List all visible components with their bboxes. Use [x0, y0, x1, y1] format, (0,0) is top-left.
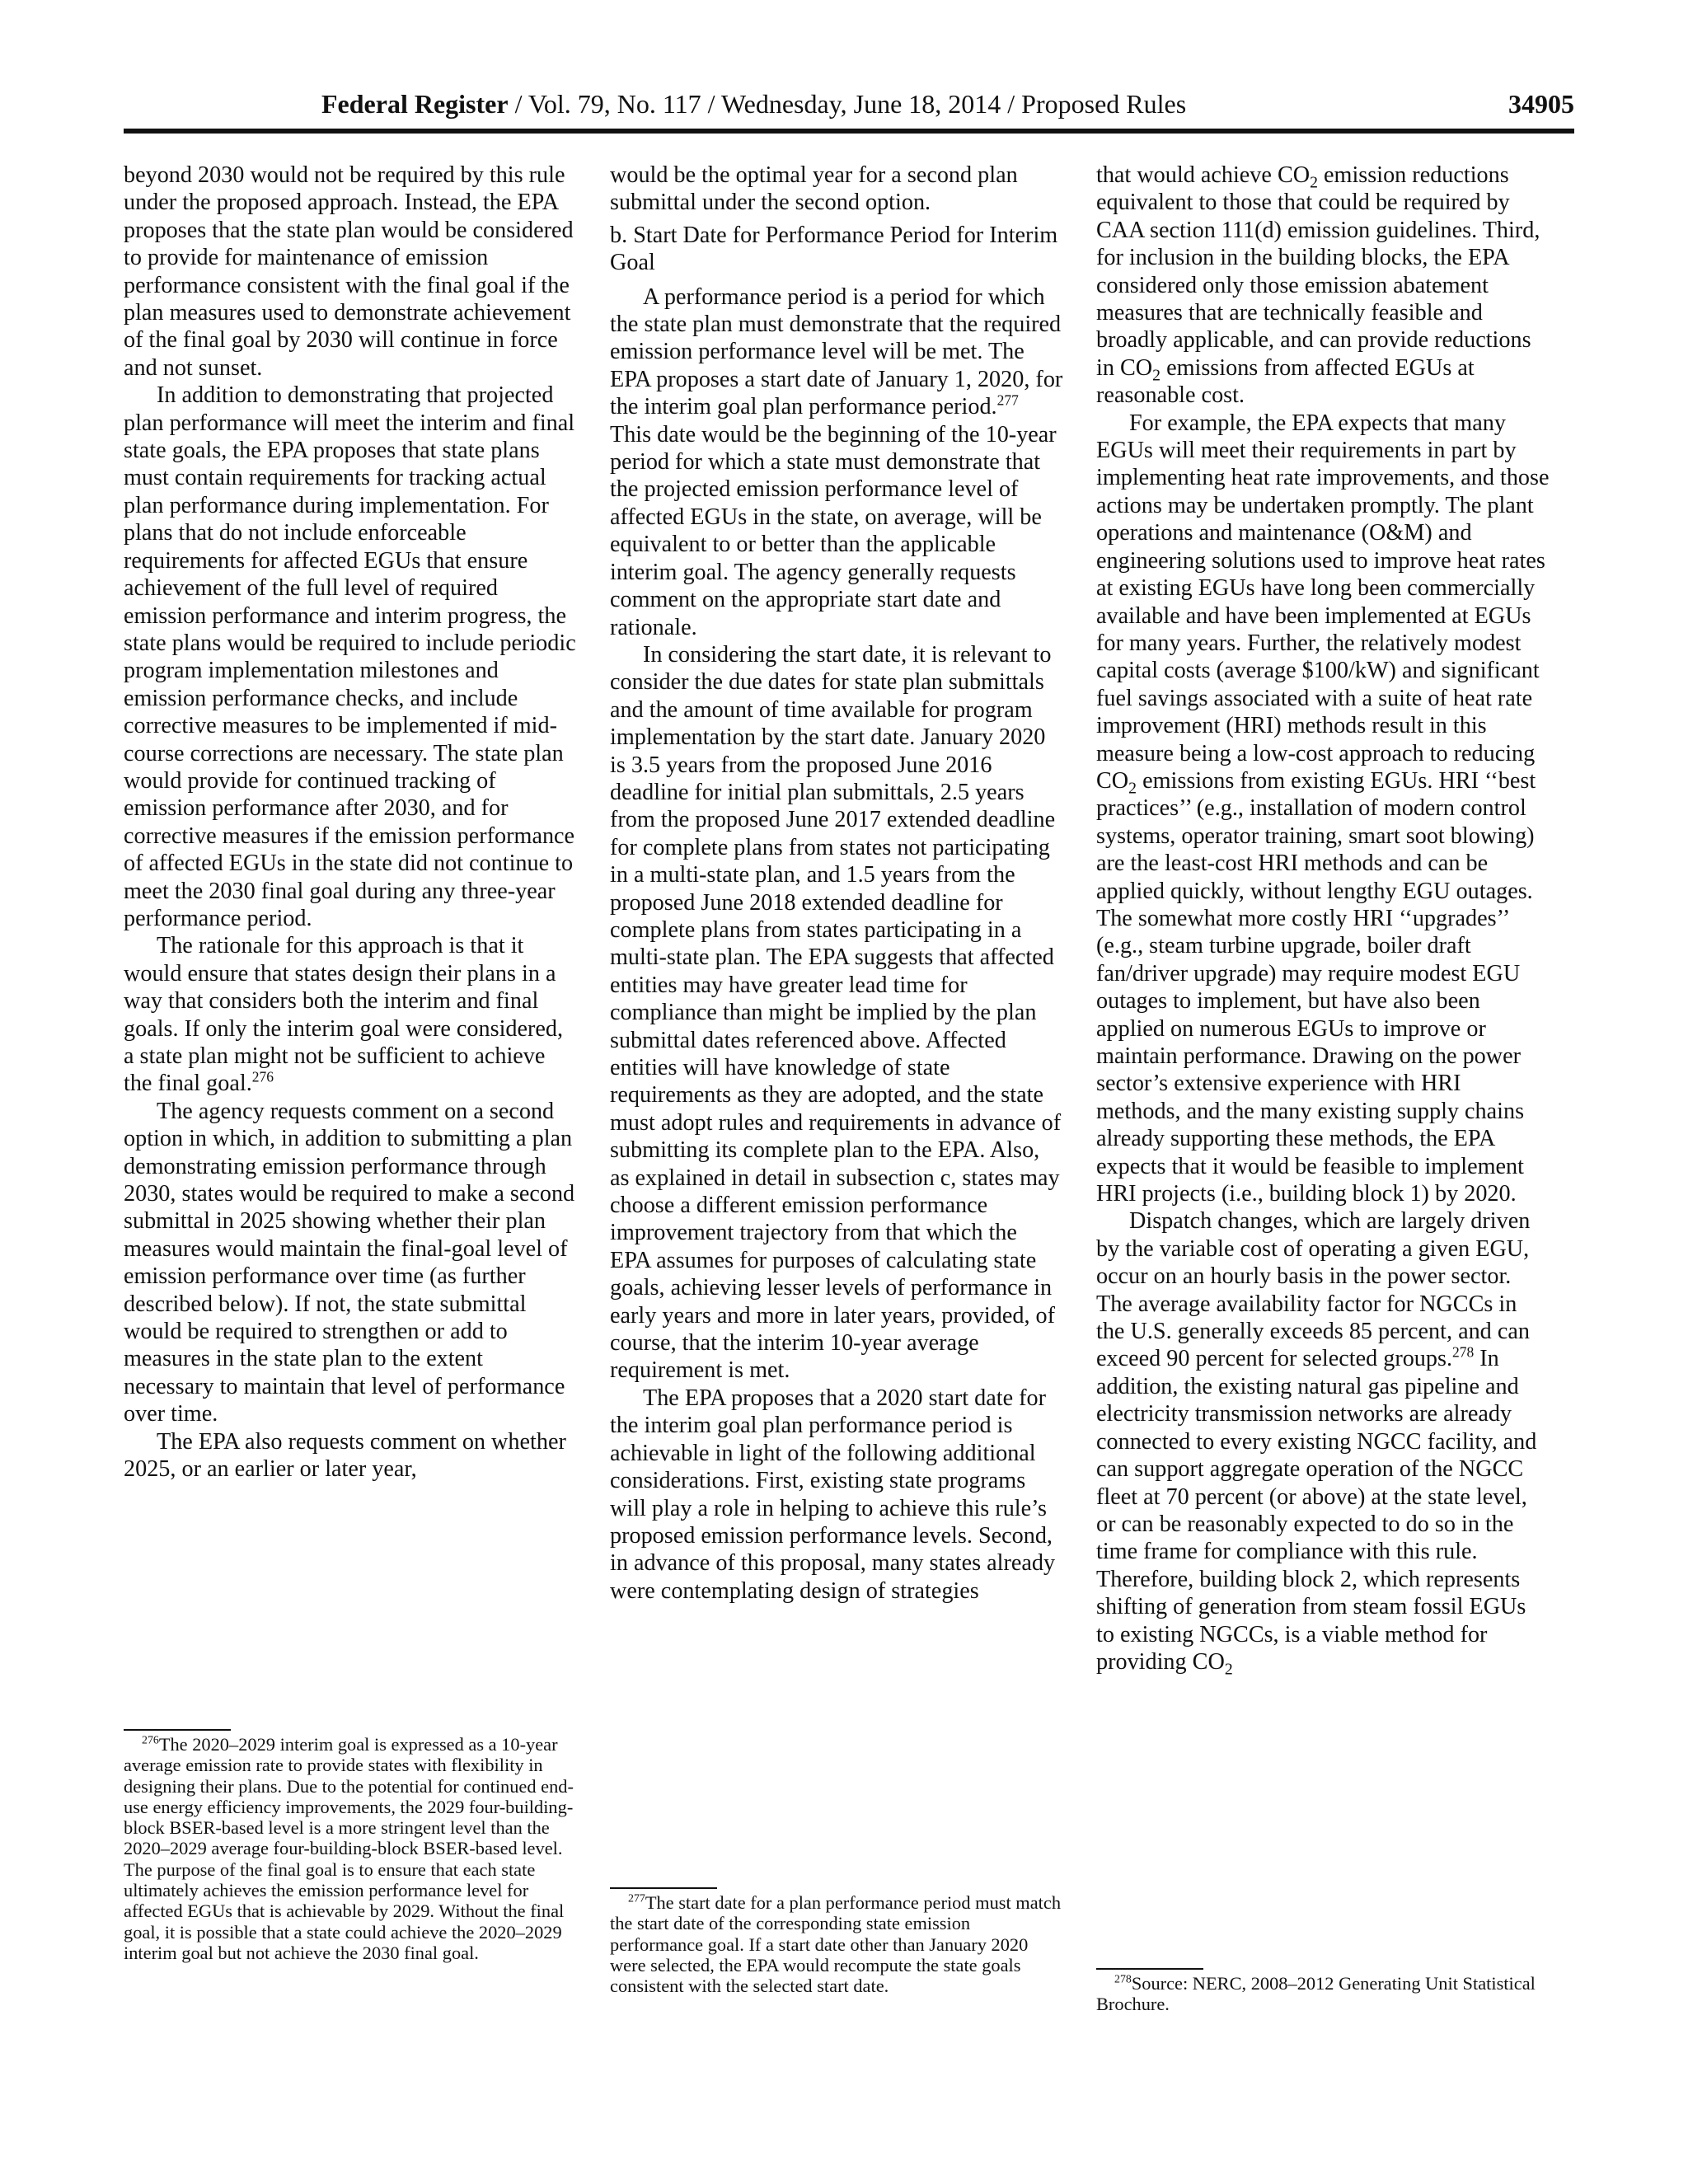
paragraph-text: Dispatch changes, which are largely driven by the variable cost of operating a given EGU, occur on an hourly basis in the power sector. The average availability factor for NGCCs in the U.S. generally exceeds 85 percent, and can exceed 90 percent for selected groups.	[1096, 1208, 1531, 1372]
page-number: 34905	[1508, 89, 1574, 119]
paragraph-text: The rationale for this approach is that it would ensure that states design their plans in a way that considers both the interim and final goals. If only the interim goal were considered, a state plan might not be sufficient to achieve the final goal.	[124, 933, 564, 1097]
footnote-277	[610, 1892, 1063, 1996]
footnote-ref: 278	[1452, 1344, 1475, 1361]
page-header	[124, 82, 1574, 124]
column-1	[124, 162, 577, 1483]
paragraph: The EPA proposes that a 2020 start date for the interim goal plan performance period is achievable in light of the following additional considerations. First, existing state programs will play a role in helping to achieve this rule’s proposed emission performance levels. Second, in advance of this proposal, many states already were contemplating design of strategies	[610, 1385, 1056, 1604]
footnote-rule	[610, 1887, 717, 1889]
subscript: 2	[1310, 173, 1318, 192]
paragraph-text: In addition, the existing natural gas pipeline and electricity transmission networks are already connected to every existing NGCC facility, and can support aggregate operation of the NGCC fleet at 70 percent (or above) at the state level, or can be reasonably expected to do so in the time frame for compliance with this rule. Therefore, building block 2, which represents shifting of generation from steam fossil EGUs to existing NGCCs, is a viable method for providing CO	[1096, 1346, 1537, 1675]
paragraph-text: that would achieve CO	[1096, 162, 1311, 188]
running-head	[321, 89, 1186, 120]
section-heading: b. Start Date for Performance Period for Interim Goal	[610, 222, 1058, 276]
header-rule	[124, 129, 1574, 134]
footnote-ref: 277	[996, 391, 1019, 409]
paragraph: The EPA also requests comment on whether 2025, or an earlier or later year,	[124, 1428, 566, 1483]
paragraph-text: emission reductions equivalent to those that could be required by CAA section 111(d) emission guidelines. Third, for inclusion in the building blocks, the EPA considered only those emission abatement measures that are technically feasible and broadly applicable, and can provide reductions in CO	[1096, 162, 1540, 381]
footnote-276	[124, 1734, 577, 1963]
footnote-ref: 276	[251, 1069, 274, 1086]
footnote-text: The 2020–2029 interim goal is expressed as a 10-year average emission rate to provide states with flexibility in designing their plans. Due to the potential for continued end-use energy efficiency improvements, the 2029 four-building-block BSER-based level is a more stringent level than the 2020–2029 average four-building-block BSER-based level. The purpose of the final goal is to ensure that each state ultimately achieves the emission performance level for affected EGUs that is achievable by 2029. Without the final goal, it is possible that a state could achieve the 2020–2029 interim goal but not achieve the 2030 final goal.	[124, 1734, 574, 1963]
paragraph-text: emissions from affected EGUs at reasonable cost.	[1096, 354, 1475, 409]
paragraph	[1096, 410, 1550, 1208]
footnote	[124, 1734, 577, 1963]
subscript: 2	[1152, 366, 1161, 385]
paragraph	[610, 284, 1063, 641]
footnote	[610, 1892, 1063, 1996]
paragraph: beyond 2030 would not be required by this rule under the proposed approach. Instead, the EPA proposes that the state plan would be considered to provide for maintenance of emission performance consistent with the final goal if the plan measures used to demonstrate achievement of the final goal by 2030 will continue in force and not sunset.	[124, 162, 574, 381]
footnote-number: 276	[142, 1734, 159, 1747]
footnote	[1096, 1973, 1550, 2015]
footnote-number: 278	[1114, 1973, 1132, 1986]
footnote-rule	[1096, 1968, 1203, 1970]
volume-issue-date: / Vol. 79, No. 117 / Wednesday, June 18, 2014 / Proposed Rules	[508, 89, 1187, 119]
footnote-rule	[124, 1729, 231, 1731]
column-3	[1096, 162, 1550, 1679]
paragraph-text: For example, the EPA expects that many EGUs will meet their requirements in part by implementing heat rate improvements, and those actions may be undertaken promptly. The plant operations and maintenance (O&M) and engineering solutions used to improve heat rates at existing EGUs have long been commercially available and have been implemented at EGUs for many years. Further, the relatively modest capital costs (average $100/kW) and significant fuel savings associated with a suite of heat rate improvement (HRI) methods result in this measure being a low-cost approach to reducing CO	[1096, 410, 1550, 794]
column-2	[610, 162, 1063, 1605]
publication-name: Federal Register	[321, 89, 509, 119]
footnote-text: Source: NERC, 2008–2012 Generating Unit Statistical Brochure.	[1096, 1973, 1536, 2015]
paragraph: would be the optimal year for a second plan submittal under the second option.	[610, 162, 1018, 216]
paragraph	[124, 932, 577, 1097]
paragraph-text: A performance period is a period for which the state plan must demonstrate that the required emission performance level will be met. The EPA proposes a start date of January 1, 2020, for the interim goal plan performance period.	[610, 284, 1063, 420]
paragraph-text: emissions from existing EGUs. HRI ‘‘best practices’’ (e.g., installation of modern control systems, operator training, smart soot blowing) are the least-cost HRI methods and can be applied quickly, without lengthy EGU outages. The somewhat more costly HRI ‘‘upgrades’’ (e.g., steam turbine upgrade, boiler draft fan/driver upgrade) may require modest EGU outages to implement, but have also been applied on numerous EGUs to improve or maintain performance. Drawing on the power sector’s extensive experience with HRI methods, and the many existing supply chains already supporting these methods, the EPA expects that it would be feasible to implement HRI projects (i.e., building block 1) by 2020.	[1096, 767, 1536, 1207]
subscript: 2	[1224, 1660, 1233, 1679]
paragraph: In considering the start date, it is relevant to consider the due dates for state plan submittals and the amount of time available for program implementation by the start date. January 2020 is 3.5 years from the proposed June 2016 deadline for initial plan submittals, 2.5 years from the proposed June 2017 extended deadline for complete plans from states not participating in a multi-state plan, and 1.5 years from the proposed June 2018 extended deadline for complete plans from states participating in a multi-state plan. The EPA suggests that affected entities may have greater lead time for compliance than might be implied by the plan submittal dates referenced above. Affected entities will have knowledge of state requirements as they are adopted, and the state must adopt rules and requirements in advance of submitting its complete plan to the EPA. Also, as explained in detail in subsection c, states may choose a different emission performance improvement trajectory from that which the EPA assumes for purposes of calculating state goals, achieving lesser levels of performance in early years and more in later years, provided, of course, that the interim 10-year average requirement is met.	[610, 641, 1062, 1384]
footnote-text: The start date for a plan performance period must match the start date of the corresponding state emission performance goal. If a start date other than January 2020 were selected, the EPA would recompute the state goals consistent with the selected start date.	[610, 1892, 1062, 1997]
paragraph-text: This date would be the beginning of the 10-year period for which a state must demonstrate that the projected emission performance level of affected EGUs in the state, on average, will be equivalent to or better than the applicable interim goal. The agency generally requests comment on the appropriate start date and rationale.	[610, 421, 1057, 640]
footnote-278	[1096, 1973, 1550, 2015]
paragraph: In addition to demonstrating that projected plan performance will meet the interim and final state goals, the EPA proposes that state plans must contain requirements for tracking actual plan performance during implementation. For plans that do not include enforceable requirements for affected EGUs that ensure achievement of the full level of required emission performance and interim progress, the state plans would be required to include periodic program implementation milestones and emission performance checks, and include corrective measures to be implemented if mid-course corrections are necessary. The state plan would provide for continued tracking of emission performance after 2030, and for corrective measures if the emission performance of affected EGUs in the state did not continue to meet the 2030 final goal during any three-year performance period.	[124, 382, 576, 931]
footnote-number: 277	[628, 1892, 645, 1905]
paragraph	[1096, 1207, 1550, 1679]
paragraph: The agency requests comment on a second option in which, in addition to submitting a plan demonstrating emission performance through 2030, states would be required to make a second submittal in 2025 showing whether their plan measures would maintain the final-goal level of emission performance over time (as further described below). If not, the state submittal would be required to strengthen or add to measures in the state plan to the extent necessary to maintain that level of performance over time.	[124, 1098, 575, 1427]
subscript: 2	[1128, 779, 1137, 798]
paragraph	[1096, 162, 1550, 410]
